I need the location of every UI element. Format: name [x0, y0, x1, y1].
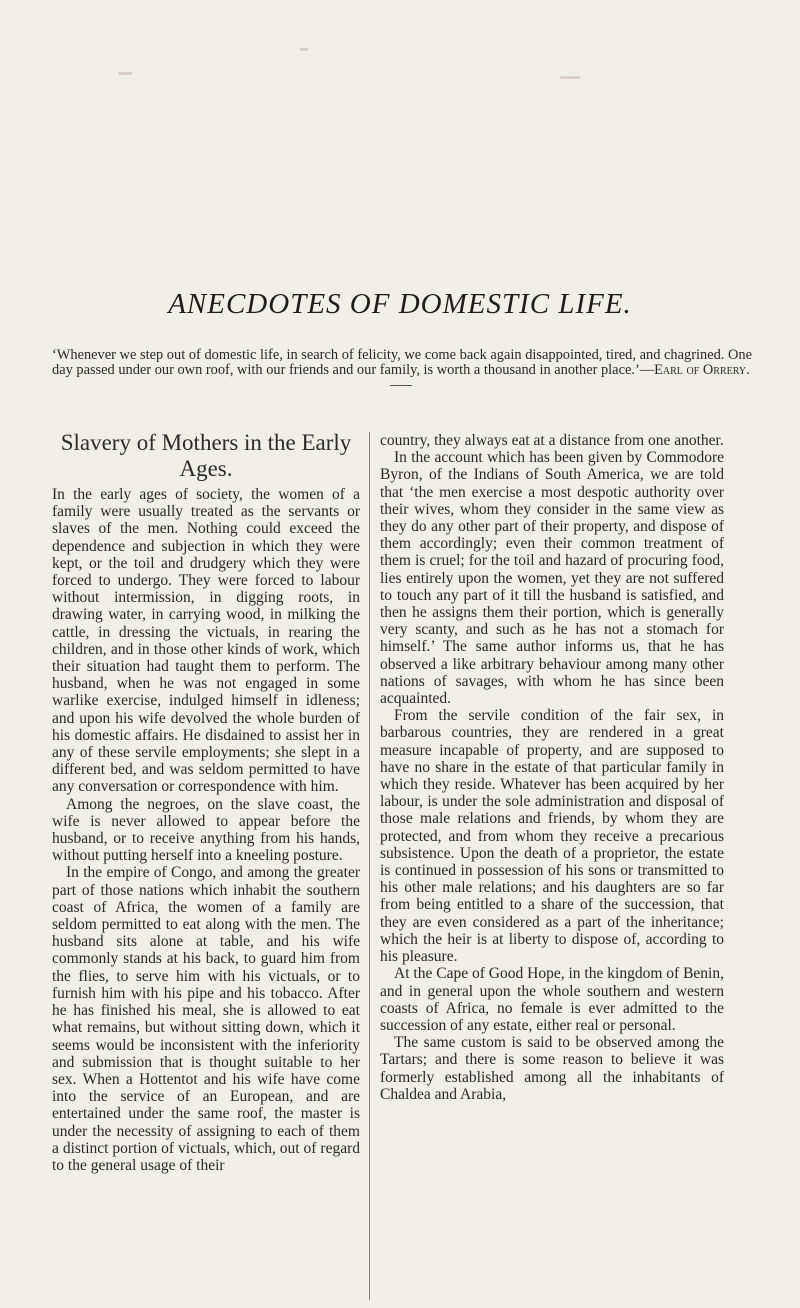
paragraph: From the servile condition of the fair sex, in barbarous countries, they are rendered in a great measure incapable of property, and are supposed to have no share in the estate of that particular family in which they reside. Whatever has been acquired by her labour, is under the sole administration and disposal of those male relations and friends, by whom they are protected, and from whom they receive a precarious subsistence. Upon the death of a proprietor, the estate is continued in possession of his sons or transmitted to his other male relations; and his daughters are so far from being entitled to a share of the succession, that they are even considered as a part of the inheritance; which the heir is at liberty to dispose of, according to his pleasure.	[380, 707, 724, 966]
paragraph: The same custom is said to be observed among the Tartars; and there is some reason to believe it was formerly established among all the inhabitants of Chaldea and Arabia,	[380, 1034, 724, 1103]
paragraph: Among the negroes, on the slave coast, the wife is never allowed to appear before the husband, or to receive anything from his hands, without putting herself into a kneeling posture.	[52, 795, 360, 865]
paragraph: In the early ages of society, the women of a family were usually treated as the servants or slaves of the men. Nothing could exceed the dependence and subjection in which they were kept, or the toil and drudgery which they were forced to undergo. They were forced to labour without intermission, in digging roots, in drawing water, in carrying wood, in milking the cattle, in dressing the victuals, in rearing the children, and in those other kinds of work, which their situation had taught them to perform. The husband, when he was not engaged in some warlike exercise, indulged himself in idleness; and upon his wife devolved the whole burden of his domestic affairs. He disdained to assist her in any of these servile employments; she slept in a different bed, and was seldom permitted to have any conversation or correspondence with him.	[52, 486, 360, 796]
epigraph	[52, 348, 752, 378]
paper-speck	[560, 76, 580, 79]
paragraph: country, they always eat at a distance from one another.	[380, 432, 724, 449]
epigraph-text: ‘Whenever we step out of domestic life, in search of felicity, we come back again disappointed, tired, and chagrined. One day passed under our own roof, with our friends and our family, is worth a thousand in another place.’—	[52, 347, 752, 378]
paper-speck	[118, 72, 132, 75]
page-title: ANECDOTES OF DOMESTIC LIFE.	[168, 288, 632, 320]
paragraph: In the account which has been given by Commodore Byron, of the Indians of South America, we are told that ‘the men exercise a most despotic authority over their wives, whom they consider in the same view as they do any other part of their property, and dispose of them accordingly; even their common treatment of them is cruel; for the toil and hazard of procuring food, lies entirely upon the women, yet they are not suffered to touch any part of it till the husband is satisfied, and then he assigns them their portion, which is generally very scanty, and such as he has not a stomach for himself.’ The same author informs us, that he has observed a like arbitrary behaviour among many other nations of savages, with whom he has since been acquainted.	[380, 449, 724, 708]
left-column	[52, 430, 360, 1174]
epigraph-author: Earl of Orrery.	[654, 362, 750, 378]
right-column	[380, 432, 724, 1103]
article-title: Slavery of Mothers in the Early Ages.	[60, 430, 352, 481]
paragraph: In the empire of Congo, and among the greater part of those nations which inhabit the southern coast of Africa, the women of a family are seldom permitted to eat along with the men. The husband sits alone at table, and his wife commonly stands at his back, to guard him from the flies, to serve him with his victuals, or to furnish him with his pipe and his tobacco. After he has finished his meal, she is allowed to eat what remains, but without sitting down, which it seems would be inconsistent with the inferiority and submission that is thought suitable to her sex. When a Hottentot and his wife have come into the service of an European, and are entertained under the same roof, the master is under the necessity of assigning to each of them a distinct portion of victuals, which, out of regard to the general usage of their	[52, 864, 360, 1174]
paragraph: At the Cape of Good Hope, in the kingdom of Benin, and in general upon the whole southern and western coasts of Africa, no female is ever admitted to the succession of any estate, either real or personal.	[380, 965, 724, 1034]
epigraph-rule	[390, 385, 412, 386]
paper-speck	[300, 48, 308, 51]
column-divider	[369, 432, 370, 1300]
